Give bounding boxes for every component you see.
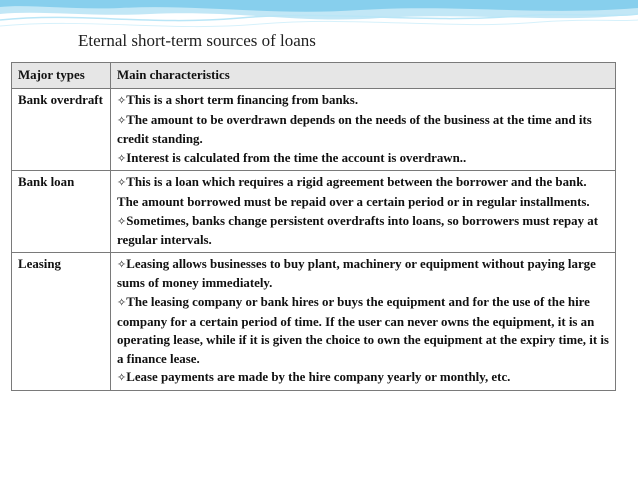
characteristic-point bbox=[117, 149, 609, 169]
characteristic-point bbox=[117, 293, 609, 368]
table-header-row bbox=[12, 63, 616, 89]
characteristic-point bbox=[117, 173, 609, 211]
characteristic-text: The leasing company or bank hires or buys the equipment and for the use of the hire company for a certain period of time. If the user can never owns the equipment, it is an operating lease, while if it is given the choice to own the equipment at the expiry time, it is a finance lease. bbox=[117, 294, 609, 366]
table-row bbox=[12, 171, 616, 252]
loan-type-cell: Bank loan bbox=[12, 171, 111, 252]
characteristic-text: The amount to be overdrawn depends on the needs of the business at the time and its credit standing. bbox=[117, 112, 592, 147]
characteristic-point bbox=[117, 255, 609, 293]
table-row bbox=[12, 252, 616, 390]
characteristics-cell bbox=[111, 171, 616, 252]
loan-type-cell: Leasing bbox=[12, 252, 111, 390]
diamond-bullet-icon: ✧ bbox=[117, 214, 127, 228]
header-major-types: Major types bbox=[12, 63, 111, 89]
characteristic-text: This is a loan which requires a rigid agreement between the borrower and the bank. The amount borrowed must be repaid over a certain period or in regular installments. bbox=[117, 175, 590, 209]
slide-title: Eternal short-term sources of loans bbox=[78, 31, 316, 50]
characteristic-text: Sometimes, banks change persistent overdrafts into loans, so borrowers must repay at regular intervals. bbox=[117, 213, 599, 248]
characteristic-text: Lease payments are made by the hire company yearly or monthly, etc. bbox=[126, 370, 511, 385]
diamond-bullet-icon: ✧ bbox=[117, 151, 127, 165]
characteristic-point bbox=[117, 368, 609, 388]
diamond-bullet-icon: ✧ bbox=[117, 371, 127, 385]
header-main-characteristics: Main characteristics bbox=[111, 63, 616, 89]
diamond-bullet-icon: ✧ bbox=[117, 295, 127, 309]
characteristic-point bbox=[117, 212, 609, 250]
characteristic-text: This is a short term financing from banks. bbox=[126, 93, 359, 107]
table-row bbox=[12, 89, 616, 171]
loan-type-cell: Bank overdraft bbox=[12, 89, 111, 171]
loan-sources-table bbox=[11, 62, 616, 391]
diamond-bullet-icon: ✧ bbox=[117, 94, 127, 107]
diamond-bullet-icon: ✧ bbox=[117, 257, 127, 271]
diamond-bullet-icon: ✧ bbox=[117, 176, 127, 190]
characteristic-point bbox=[117, 111, 609, 149]
characteristics-cell bbox=[111, 89, 616, 171]
characteristic-text: Leasing allows businesses to buy plant, machinery or equipment without paying large sums of money immediately. bbox=[117, 256, 596, 291]
characteristics-cell bbox=[111, 252, 616, 390]
diamond-bullet-icon: ✧ bbox=[117, 113, 127, 127]
characteristic-point bbox=[117, 91, 609, 111]
characteristic-text: Interest is calculated from the time the account is overdrawn.. bbox=[126, 150, 467, 165]
